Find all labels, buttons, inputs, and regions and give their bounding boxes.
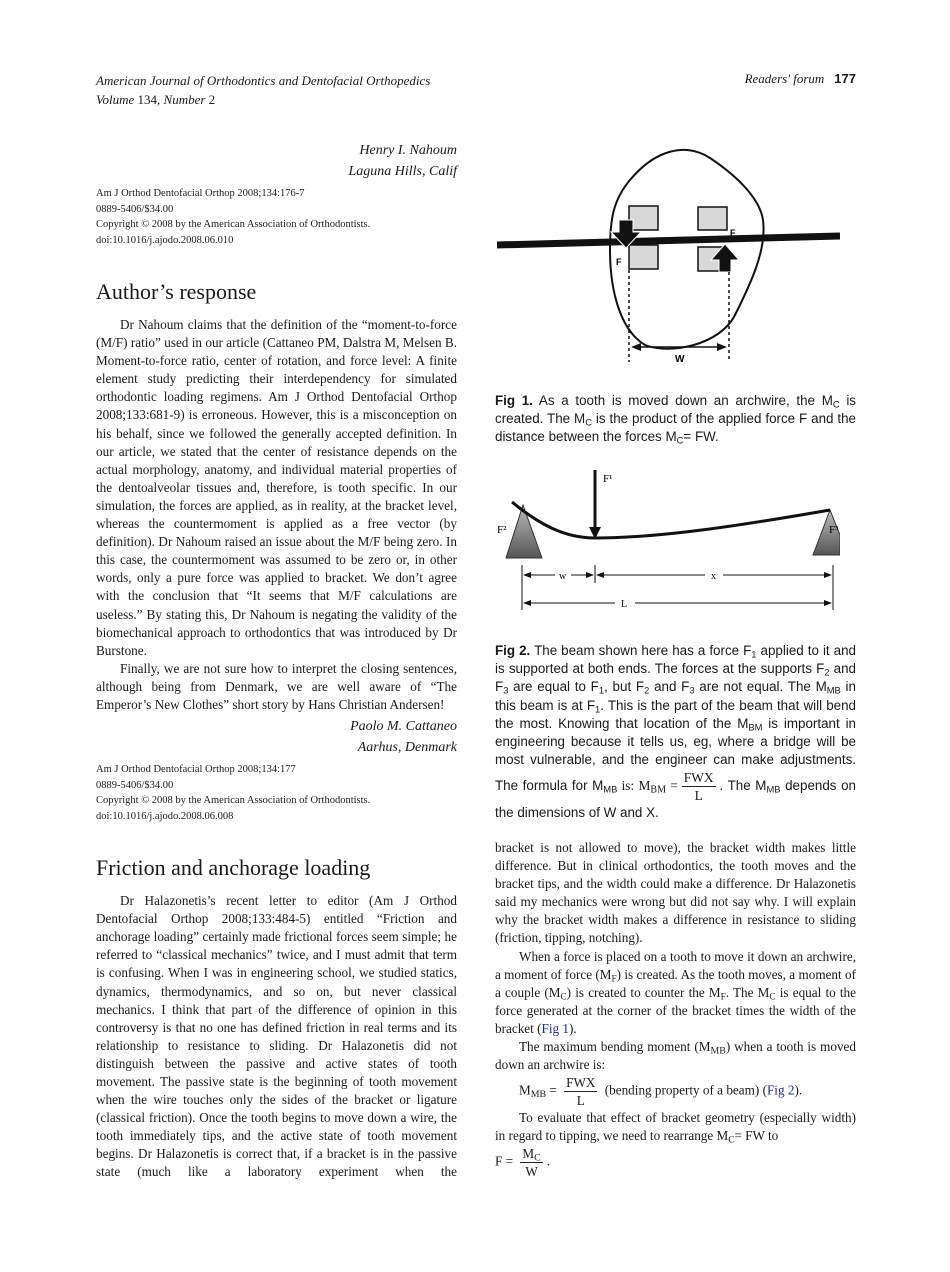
paragraph: Finally, we are not sure how to interpret the closing sentences, although being from Denmark, we are well aware of “The Emperor’s New Clothes” short story by Hans Christian Andersen! <box>96 660 457 712</box>
citation-block: Am J Orthod Dentofacial Orthop 2008;134:177 0889-5406/$34.00 Copyright © 2008 by the American Association of Orthodontists. doi:10.1016/j.ajodo.2008.06.008 <box>96 762 457 824</box>
paragraph: bracket is not allowed to move), the bracket width makes little difference. But in clinical orthodontics, the tooth moves and the bracket tips, and the width could make a difference. Dr Halazonetis said my mechanics were wrong but did not say why. I will explain why the bracket width makes a difference in resistance to sliding (friction, tipping, notching). <box>495 840 856 946</box>
right-body-text <box>495 839 856 1180</box>
signature-name: Paolo M. Cattaneo <box>350 719 457 735</box>
figure-1-caption: Fig 1. As a tooth is moved down an archwire, the $M_C$ is created. The $M_C$ is the product of the applied force F and the distance between the forces $M_C=$ FW. <box>495 393 857 446</box>
signature-name: Henry I. Nahoum <box>359 143 457 158</box>
doi-link[interactable]: doi:10.1016/j.ajodo.2008.06.010 <box>96 234 234 246</box>
equation-force: F = $\frac{M_C}{W}$ . <box>495 1146 550 1180</box>
force-label-left: F <box>616 257 622 267</box>
running-header-right <box>745 71 856 87</box>
fraction: $\frac{\text{FWX}}{L}$ <box>566 1075 596 1109</box>
width-label: W <box>675 354 685 365</box>
fraction: $\frac{\text{FWX}}{L}$ <box>683 770 714 804</box>
section-name: Readers' forum <box>744 71 825 86</box>
section-heading-friction: Friction and anchorage loading <box>96 855 371 881</box>
f2-label: F² <box>497 524 507 536</box>
paragraph: When a force is placed on a tooth to move it down an archwire, a moment of force $(M_F)$ is created. As the tooth moves, a moment of a couple $(M_C)$ is created to counter the $M_F$. The $M_C$ is equal to the force generated at the corner of the bracket times the width of the bracket (Fig 1). <box>495 948 856 1036</box>
citation-block: Am J Orthod Dentofacial Orthop 2008;134:176-7 0889-5406/$34.00 Copyright © 2008 by the American Association of Orthodontists. doi:10.1016/j.ajodo.2008.06.010 <box>96 186 457 248</box>
section-heading-author-response: Author’s response <box>96 279 257 304</box>
left-column <box>96 140 457 1182</box>
signature-location: Aarhus, Denmark <box>357 740 457 756</box>
fig2-link[interactable]: Fig 2 <box>766 1082 795 1098</box>
page-number: 177 <box>834 71 856 86</box>
force-label-right: F <box>730 228 736 238</box>
paragraph: To evaluate that effect of bracket geometry (especially width) in regard to tipping, we need to rearrange $M_C=$ FW to <box>495 1110 856 1145</box>
fig1-link[interactable]: Fig 1 <box>541 1020 569 1036</box>
letter-signature <box>96 140 457 182</box>
running-header-left <box>96 71 430 109</box>
f1-label: F¹ <box>603 473 613 485</box>
fraction: $\frac{M_C}{W}$ <box>522 1146 541 1180</box>
paragraph: Dr Halazonetis’s recent letter to editor (Am J Orthod Dentofacial Orthop 2008;133:484-5) entitled “Friction and anchorage loading” certainly made frictional forces seem simple; he referred to “classical mechanics” twice, and I must admit that term is confusing. When I was in engineering school, we studied statics, dynamics, thermodynamics, and so on, but never classical mechanics. I think that part of the difference of opinion in this controversy is that no one has defined friction in real terms and its relationship to resistance to sliding. Dr Halazonetis did not distinguish between the passive and active states of tooth movement. The passive state is the beginning of tooth movement when the wire touches only the sides of the bracket or ligature (classical friction). Once the tooth begins to move down a wire, the tooth immediately tips, and the active state of tooth movement begins. Dr Halazonetis is correct that, if a bracket is in the passive state (much like a laboratory experiment when the <box>96 893 457 1180</box>
w-label: w <box>559 571 567 582</box>
paragraph: Dr Nahoum claims that the definition of the “moment-to-force (M/F) ratio” used in our article (Cattaneo PM, Dalstra M, Melsen B. Moment-to-force ratio, center of rotation, and force level: A finite element study predicting their interdependency for simulated orthodontic loading regimens. Am J Orthod Dentofacial Orthop 2008;133:681-9) is erroneous. However, this is a misconception on his behalf, since we followed the generally accepted definition. In our article, we stated that the center of resistance depends on the actual morphology, anatomy, and individual material properties of the dentoalveolar tissues and, therefore, is tooth specific. In our simulation, the forces are applied, as in reality, at the bracket level, whereas the countermoment is applied as a free vector (by definition). Dr Nahoum raised an issue about the M/F being zero. In this case, the countermoment was assumed to be zero or, in other words, only a pure force was applied to bracket. We don’t agree with the conclusion that “It seems that M/F calculations are useless.” By stating this, Dr Nahoum is negating the validity of the biomechanical approach to orthodontics that was introduced by Dr Burstone. <box>96 317 457 658</box>
paragraph: The maximum bending moment $(M_{MB})$ when a tooth is moved down an archwire is: <box>495 1039 856 1073</box>
doi-link[interactable]: doi:10.1016/j.ajodo.2008.06.008 <box>96 810 234 822</box>
journal-title: American Journal of Orthodontics and Dentofacial Orthopedics <box>96 73 431 88</box>
f3-label: F³ <box>829 524 839 536</box>
equation-bending-moment: $M_{MB}$ = $\frac{\text{FWX}}{L}$ (bending property of a beam) (Fig 2). <box>519 1075 803 1109</box>
x-label: x <box>711 571 716 582</box>
tooth-bracket-diagram <box>495 140 840 365</box>
figure-2-caption: Fig 2. The beam shown here has a force $F_1$ applied to it and is supported at both ends. The forces at the supports $F_2$ and $F_3$ are equal to $F_1$, but $F_2$ and $F_3$ are not equal. The $M_{MB}$ in this beam is at $F_1$. This is the part of the beam that will bend the most. Knowing that location of the $M_{BM}$ is important in engineering because it tells us, eg, where a bridge will be most vulnerable, and the engineer can make adjustments. The formula for $M_{MB}$ is: $M_{BM}$ = $\frac{\text{FWX}}{L}$ . The $M_{MB}$ depends on the dimensions of W and X. <box>495 643 857 821</box>
beam-diagram <box>495 465 840 615</box>
figure-1 <box>495 140 856 447</box>
L-label: L <box>621 599 628 610</box>
signature-location: Laguna Hills, Calif <box>348 164 457 179</box>
volume-info: Volume 134, Number 2 <box>96 92 216 107</box>
response-signature <box>96 716 457 758</box>
figure-2 <box>495 465 856 823</box>
